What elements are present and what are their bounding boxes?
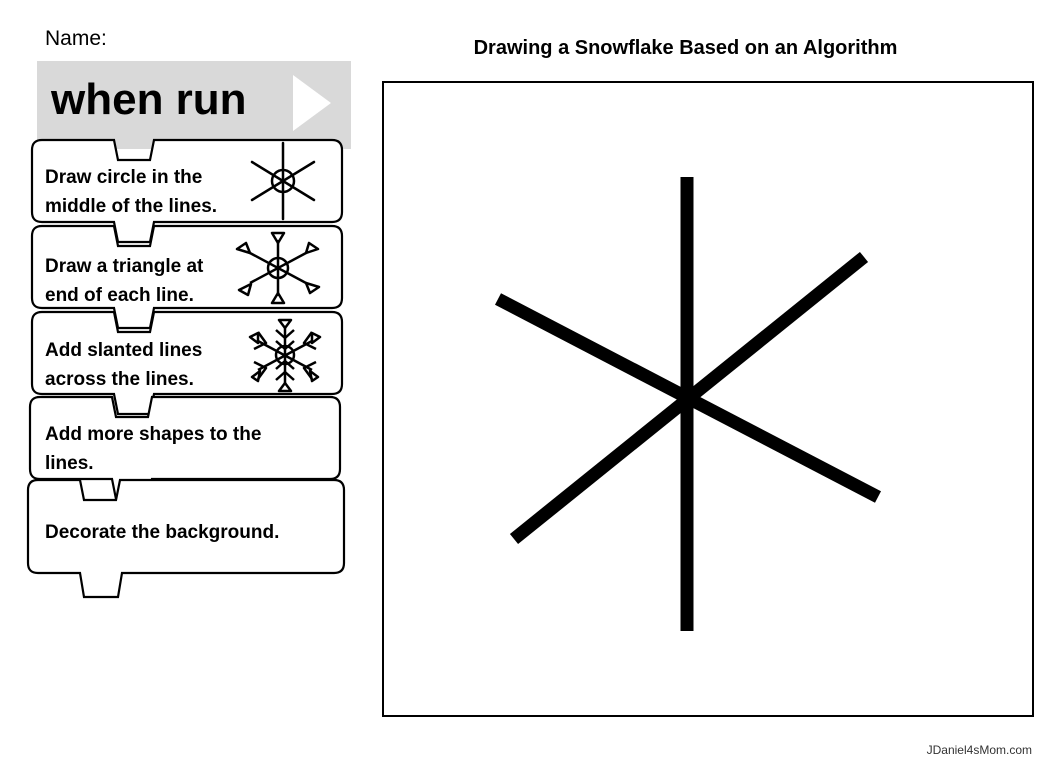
step-4-line-1: Add more shapes to the <box>45 424 262 445</box>
worksheet-title: Drawing a Snowflake Based on an Algorithm <box>473 37 898 59</box>
step-3-line-1: Add slanted lines <box>45 340 203 361</box>
step-4-line-2: lines. <box>45 453 94 474</box>
step-2-line-1: Draw a triangle at <box>45 256 204 277</box>
step-3-text <box>45 336 202 394</box>
step-5-line-1: Decorate the background. <box>45 522 280 543</box>
step-1-line-1: Draw circle in the <box>45 167 203 188</box>
drawing-area[interactable] <box>382 81 1034 717</box>
step-3-line-2: across the lines. <box>45 369 194 390</box>
step-1-line-2: middle of the lines. <box>45 196 218 217</box>
step-2-text <box>45 252 203 310</box>
step-5-text <box>45 518 279 547</box>
step-4-text <box>45 420 261 478</box>
step-2-line-2: end of each line. <box>45 285 194 306</box>
step-1-text <box>45 163 217 221</box>
name-label: Name: <box>45 27 107 50</box>
site-credit: JDaniel4sMom.com <box>926 743 1032 757</box>
snowflake-base-lines <box>384 83 1032 715</box>
when-run-label: when run <box>51 75 247 124</box>
